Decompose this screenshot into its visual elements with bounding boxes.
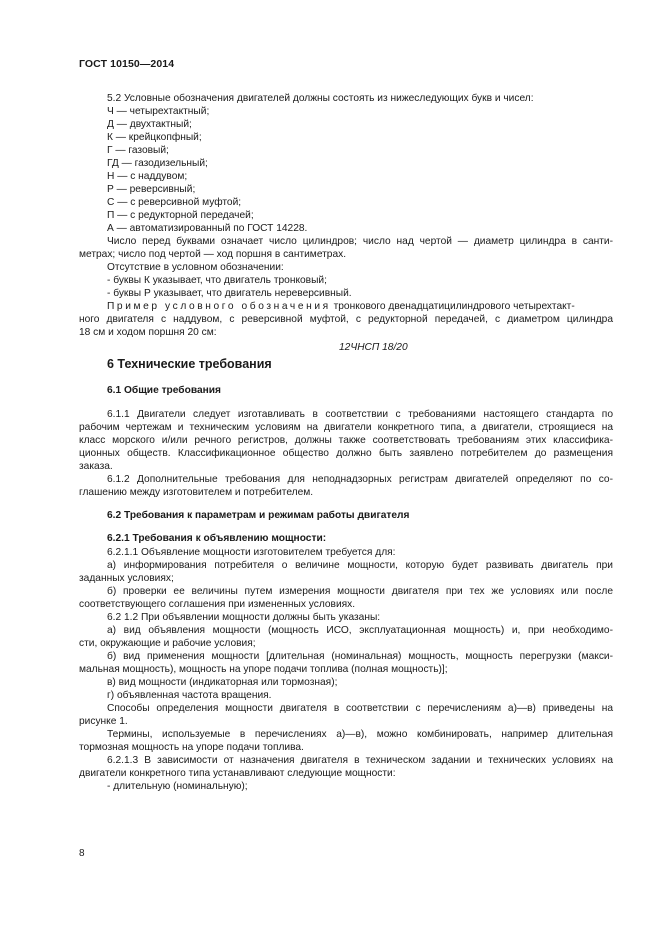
paragraph-line: 6.2 1.2 При объявлении мощности должны быть указаны: [107,612,381,623]
paragraph-line: 6.2.1.3 В зависимости от назначения двигателя в техническом задании и технических условиях на [107,755,613,766]
paragraph-line: Термины, используемые в перечислениях а)—в), можно комбинировать, например длительная [107,729,613,740]
paragraph-line: заданных условиях; [79,573,174,584]
paragraph-line: г) объявленная частота вращения. [107,690,272,701]
subsection-title: 6.1 Общие требования [107,385,221,396]
sec52-intro: 5.2 Условные обозначения двигателей должны состоять из нижеследующих букв и чисел: [107,93,534,104]
paragraph-line: заказа. [79,461,113,472]
paragraph-line: метрах; число под чертой — ход поршня в сантиметрах. [79,249,347,260]
paragraph-line: 18 см и ходом поршня 20 см: [79,327,217,338]
paragraph-line: глашению между изготовителем и потребителем. [79,487,314,498]
paragraph-line: 6.1.2 Дополнительные требования для неподнадзорных регистрам двигателей определяют по со- [107,474,613,485]
example-text: тронкового двенадцатицилиндрового четырехтакт- [333,301,575,312]
paragraph-line: тормозная мощность на упоре подачи топлива. [79,742,304,753]
list-item: К — крейцкопфный; [107,132,202,143]
paragraph-line: а) информирования потребителя о величине мощности, которую будет развивать двигатель при [107,560,613,571]
list-item: Н — с наддувом; [107,171,188,182]
subsection-title: 6.2 Требования к параметрам и режимам работы двигателя [107,510,410,521]
paragraph-line: соответствующего соглашения при измененных условиях. [79,599,356,610]
example-line [107,300,575,313]
list-item: Г — газовый; [107,145,169,156]
paragraph-line: класс морского и/или речного регистров, должны также соответствовать требованиям этих классифика- [79,435,613,446]
section-title: 6 Технические требования [107,357,272,371]
list-item: ГД — газодизельный; [107,158,208,169]
paragraph-line: рисунке 1. [79,716,128,727]
paragraph-line: б) проверки ее величины путем измерения мощности двигателя при тех же условиях или после [107,586,613,597]
page-number: 8 [79,848,85,859]
example-label: Пример условного обозначения [107,301,331,312]
paragraph-line: 6.2.1.1 Объявление мощности изготовителем требуется для: [107,547,396,558]
engine-designation: 12ЧНСП 18/20 [339,342,408,353]
list-item: Ч — четырехтактный; [107,106,210,117]
list-item: П — с редукторной передачей; [107,210,254,221]
paragraph-line: ного двигателя с наддувом, с реверсивной муфтой, с редукторной передачей, с диаметром цилиндра [79,314,613,325]
list-item: - буквы К указывает, что двигатель тронковый; [107,275,327,286]
list-item: Д — двухтактный; [107,119,192,130]
standard-header: ГОСТ 10150—2014 [79,58,175,70]
list-item: А — автоматизированный по ГОСТ 14228. [107,223,308,234]
paragraph-line: ционных обществ. Классификационное общество должно быть заявлено потребителем до размещения [79,448,613,459]
list-item: С — с реверсивной муфтой; [107,197,242,208]
paragraph-line: Отсутствие в условном обозначении: [107,262,284,273]
paragraph-line: 6.1.1 Двигатели следует изготавливать в соответствии с требованиями настоящего стандарта по [107,409,613,420]
paragraph-line: рабочим чертежам и техническим условиям на двигатели конкретного типа, а двигатели, строящиеся на [79,422,613,433]
paragraph-line: мальная мощность), мощность на упоре подачи топлива (полная мощность)]; [79,664,448,675]
paragraph-line: в) вид мощности (индикаторная или тормозная); [107,677,338,688]
list-item: - буквы Р указывает, что двигатель нереверсивный. [107,288,352,299]
clause-title: 6.2.1 Требования к объявлению мощности: [107,533,327,544]
paragraph-line: сти, окружающие и рабочие условия; [79,638,256,649]
paragraph-line: б) вид применения мощности [длительная (номинальная) мощность, мощность перегрузки (макси- [107,651,613,662]
paragraph-line: Число перед буквами означает число цилиндров; число над чертой — диаметр цилиндра в санти- [107,236,613,247]
list-item: - длительную (номинальную); [107,781,248,792]
paragraph-line: Способы определения мощности двигателя в соответствии с перечислениям а)—в) приведены на [107,703,613,714]
paragraph-line: двигатели конкретного типа устанавливают следующие мощности: [79,768,396,779]
list-item: Р — реверсивный; [107,184,196,195]
paragraph-line: а) вид объявления мощности (мощность ИСО, эксплуатационная мощность) и, при необходимо- [107,625,613,636]
